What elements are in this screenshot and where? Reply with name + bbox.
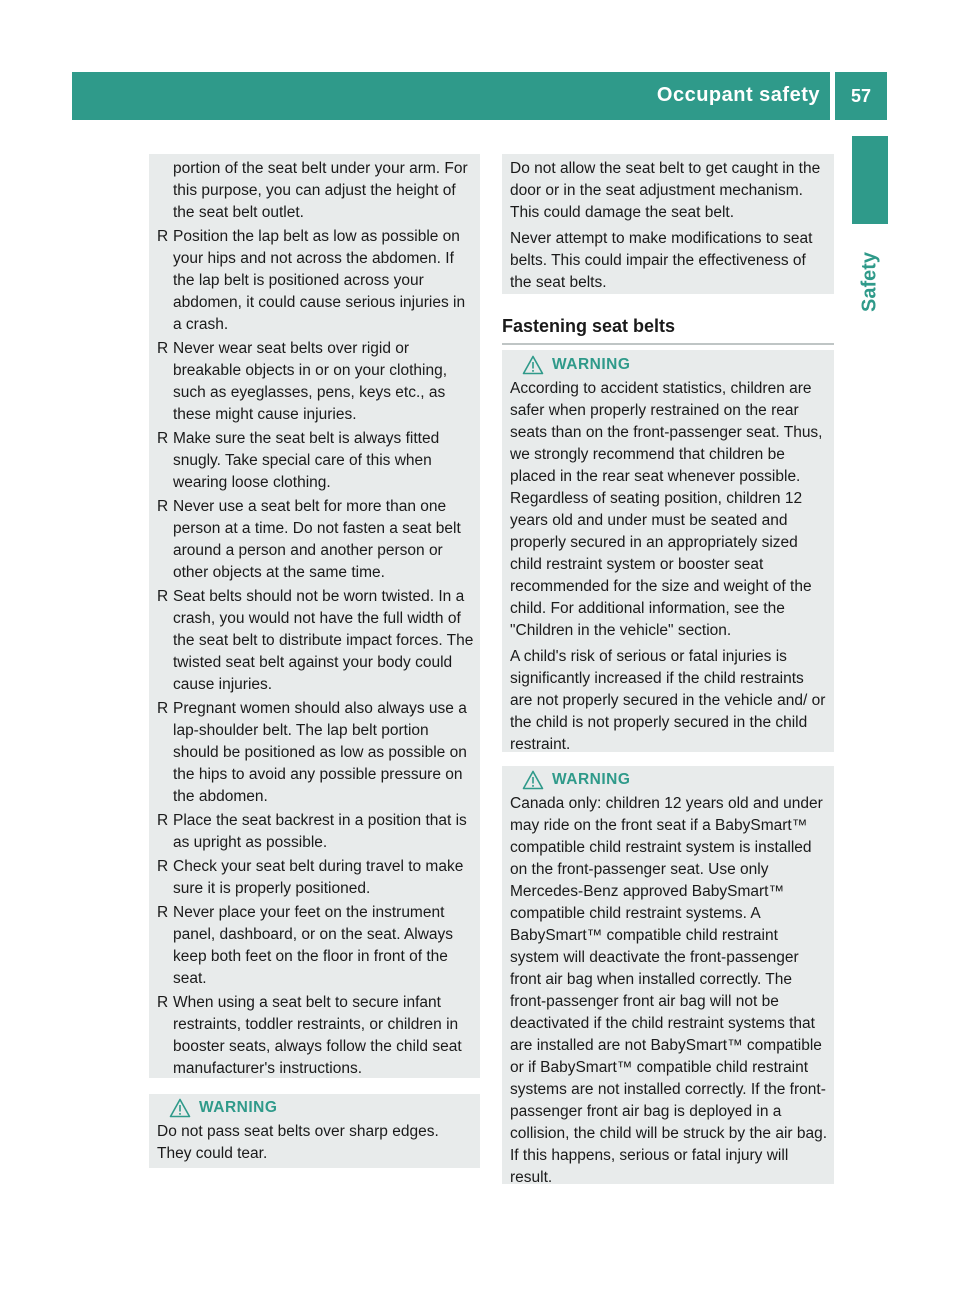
bullet-text: Check your seat belt during travel to make sure it is properly positioned. xyxy=(173,858,464,897)
bullet-marker: R xyxy=(157,858,169,875)
bullet-marker: R xyxy=(157,588,169,605)
bullet-text: When using a seat belt to secure infant restraints, toddler restraints, or children in booster seats, always follow the child seat manufacturer's instructions. xyxy=(173,994,462,1077)
bullet-marker: R xyxy=(157,340,169,357)
warning-label: WARNING xyxy=(199,1099,278,1116)
side-tab-block xyxy=(852,136,888,224)
paragraph: Never attempt to make modifications to seat belts. This could impair the effectiveness of the seat belts. xyxy=(510,230,813,291)
bullet-text: Never use a seat belt for more than one person at a time. Do not fasten a seat belt around a person and another person or other objects at the same time. xyxy=(173,498,461,581)
bullet-list xyxy=(156,226,474,1080)
bullet-marker: R xyxy=(157,812,169,829)
header-bar xyxy=(72,72,830,120)
page-title: Occupant safety xyxy=(656,84,820,106)
warning-heading xyxy=(510,354,828,376)
paragraph: According to accident statistics, children are safer when properly restrained on the rear seats than on the front-passenger seat. Thus, we strongly recommend that children be placed in the rear seat whenever possible. Regardless of seating position, children 12 years old and under must be seated and properly secured in an appropriately sized child restraint system or booster seat recommended for the size and weight of the child. For additional information, see the "Children in the vehicle" section. xyxy=(510,380,823,639)
right-top-box xyxy=(502,154,834,294)
side-tab-label: Safety xyxy=(858,251,881,313)
warning-triangle-icon xyxy=(169,1098,191,1118)
warning-text: Do not pass seat belts over sharp edges. They could tear. xyxy=(157,1123,439,1162)
bullet-marker: R xyxy=(157,430,169,447)
bullet-text: Pregnant women should also always use a lap-shoulder belt. The lap belt portion should be positioned as low as possible on the hips to avoid any possible pressure on the abdomen. xyxy=(173,700,467,805)
list-item xyxy=(156,810,474,854)
paragraph: A child's risk of serious or fatal injuries is significantly increased if the child restraints are not properly secured in the vehicle and/ or the child is not properly secured in the child restraint. xyxy=(510,648,826,753)
warning-heading xyxy=(157,1097,474,1119)
page-number: 57 xyxy=(835,72,887,120)
bullet-marker: R xyxy=(157,700,169,717)
warning-triangle-icon xyxy=(522,355,544,375)
list-item xyxy=(156,428,474,494)
warning-heading xyxy=(510,769,828,791)
list-item xyxy=(156,586,474,696)
list-item xyxy=(156,856,474,900)
list-item xyxy=(156,338,474,426)
bullet-text: Position the lap belt as low as possible on your hips and not across the abdomen. If the lap belt is positioned across your abdomen, it could cause serious injuries in a crash. xyxy=(173,228,466,333)
list-item xyxy=(156,902,474,990)
bullet-marker: R xyxy=(157,994,169,1011)
paragraph: Do not allow the seat belt to get caught in the door or in the seat adjustment mechanism. This could damage the seat belt. xyxy=(510,160,821,221)
bullet-text: Place the seat backrest in a position that is as upright as possible. xyxy=(173,812,467,851)
left-safety-box xyxy=(149,154,480,1078)
left-warning-box xyxy=(149,1094,480,1168)
bullet-text: Seat belts should not be worn twisted. In a crash, you would not have the full width of the seat belt to distribute impact forces. The twisted seat belt against your body could cause injuries. xyxy=(173,588,474,693)
bullet-text: Make sure the seat belt is always fitted snugly. Take special care of this when wearing loose clothing. xyxy=(173,430,440,491)
list-item xyxy=(156,698,474,808)
warning-label: WARNING xyxy=(552,771,631,788)
list-item xyxy=(156,226,474,336)
bullet-marker: R xyxy=(157,498,169,515)
warning-box-children xyxy=(502,350,834,752)
bullet-marker: R xyxy=(157,228,169,245)
warning-box-canada xyxy=(502,766,834,1184)
section-heading: Fastening seat belts xyxy=(502,316,834,345)
intro-text: portion of the seat belt under your arm. For this purpose, you can adjust the height of the seat belt outlet. xyxy=(173,160,468,221)
warning-text: Canada only: children 12 years old and under may ride on the front seat if a BabySmart™ compatible child restraint system is installed on the front-passenger seat. Use only Mercedes-Benz approved BabySmart™ compatible child restraint systems. A BabySmart™ compatible child restraint system will deactivate the front-passenger front air bag when installed correctly. The front-passenger front air bag will not be deactivated if the child restraint systems that are installed are not BabySmart™ compatible or if BabySmart™ compatible child restraint systems are not installed correctly. If the front-passenger front air bag is deployed in a collision, the child will be struck by the air bag. If this happens, serious or fatal injury will result. xyxy=(510,795,828,1186)
side-tab xyxy=(852,232,888,332)
warning-label: WARNING xyxy=(552,356,631,373)
list-item xyxy=(156,496,474,584)
bullet-marker: R xyxy=(157,904,169,921)
list-item xyxy=(156,992,474,1080)
bullet-text: Never wear seat belts over rigid or breakable objects in or on your clothing, such as eyeglasses, pens, keys etc., as these might cause injuries. xyxy=(173,340,447,423)
bullet-text: Never place your feet on the instrument panel, dashboard, or on the seat. Always keep both feet on the floor in front of the seat. xyxy=(173,904,454,987)
warning-triangle-icon xyxy=(522,770,544,790)
